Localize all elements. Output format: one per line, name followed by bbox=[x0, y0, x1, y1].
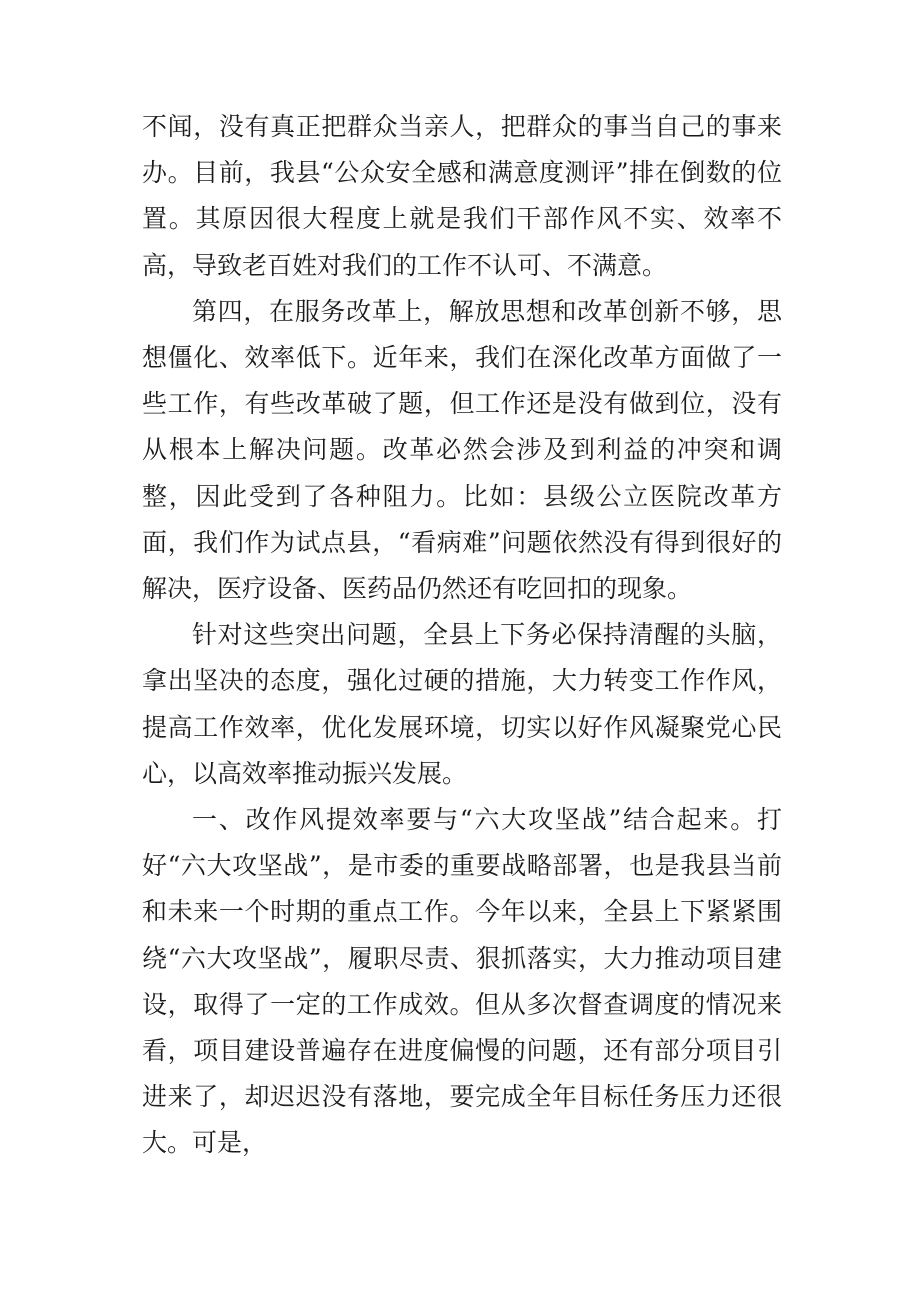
document-body bbox=[142, 104, 782, 1167]
paragraph-2: 第四，在服务改革上，解放思想和改革创新不够，思想僵化、效率低下。近年来，我们在深化改革方面做了一些工作，有些改革破了题，但工作还是没有做到位，没有从根本上解决问题。改革必然会涉及到利益的冲突和调整，因此受到了各种阻力。比如：县级公立医院改革方面，我们作为试点县，“看病难”问题依然没有得到很好的解决，医疗设备、医药品仍然还有吃回扣的现象。 bbox=[142, 296, 782, 604]
paragraph-4: 一、改作风提效率要与“六大攻坚战”结合起来。打好“六大攻坚战”，是市委的重要战略部署，也是我县当前和未来一个时期的重点工作。今年以来，全县上下紧紧围绕“六大攻坚战”，履职尽责、狠抓落实，大力推动项目建设，取得了一定的工作成效。但从多次督查调度的情况来看，项目建设普遍存在进度偏慢的问题，还有部分项目引进来了，却迟迟没有落地，要完成全年目标任务压力还很大。可是， bbox=[142, 805, 782, 1158]
paragraph-1: 不闻，没有真正把群众当亲人，把群众的事当自己的事来办。目前，我县“公众安全感和满意度测评”排在倒数的位置。其原因很大程度上就是我们干部作风不实、效率不高，导致老百姓对我们的工作不认可、不满意。 bbox=[142, 112, 782, 280]
paragraph-3: 针对这些突出问题，全县上下务必保持清醒的头脑，拿出坚决的态度，强化过硬的措施，大力转变工作作风，提高工作效率，优化发展环境，切实以好作风凝聚党心民心，以高效率推动振兴发展。 bbox=[142, 620, 782, 788]
